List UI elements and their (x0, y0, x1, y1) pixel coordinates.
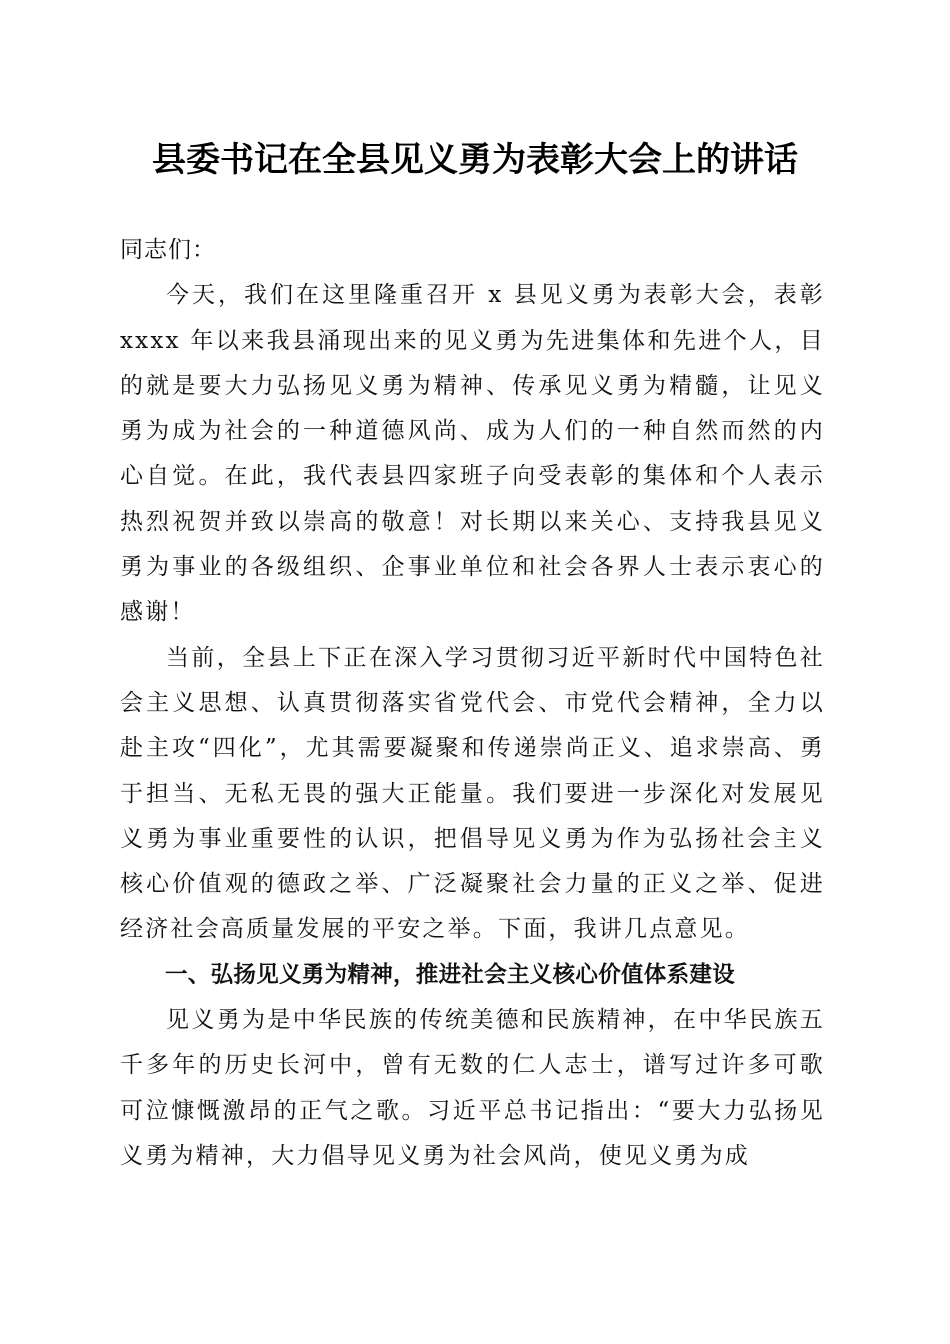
document-body (120, 228, 825, 1179)
section-heading-1: 一、弘扬见义勇为精神，推进社会主义核心价值体系建设 (165, 961, 736, 988)
document-title: 县委书记在全县见义勇为表彰大会上的讲话 (152, 140, 798, 180)
salutation: 同志们： (120, 237, 216, 263)
paragraph-section-1: 见义勇为是中华民族的传统美德和民族精神，在中华民族五千多年的历史长河中，曾有无数的仁人志士，谱写过许多可歌可泣慷慨激昂的正气之歌。习近平总书记指出：“要大力弘扬见义勇为精神，大力倡导见义勇为社会风尚，使见义勇为成 (120, 1007, 825, 1169)
paragraph-context: 当前，全县上下正在深入学习贯彻习近平新时代中国特色社会主义思想、认真贯彻落实省党代会、市党代会精神，全力以赴主攻“四化”，尤其需要凝聚和传递崇尚正义、追求崇高、勇于担当、无私无畏的强大正能量。我们要进一步深化对发展见义勇为事业重要性的认识，把倡导见义勇为作为弘扬社会主义核心价值观的德政之举、广泛凝聚社会力量的正义之举、促进经济社会高质量发展的平安之举。下面，我讲几点意见。 (120, 644, 825, 943)
paragraph-opening: 今天，我们在这里隆重召开 x 县见义勇为表彰大会，表彰 xxxx 年以来我县涌现出来的见义勇为先进集体和先进个人，目的就是要大力弘扬见义勇为精神、传承见义勇为精髓，让见义勇为成为社会的一种道德风尚、成为人们的一种自然而然的内心自觉。在此，我代表县四家班子向受表彰的集体和个人表示热烈祝贺并致以崇高的敬意！对长期以来关心、支持我县见义勇为事业的各级组织、企事业单位和社会各界人士表示衷心的感谢！ (120, 282, 825, 626)
